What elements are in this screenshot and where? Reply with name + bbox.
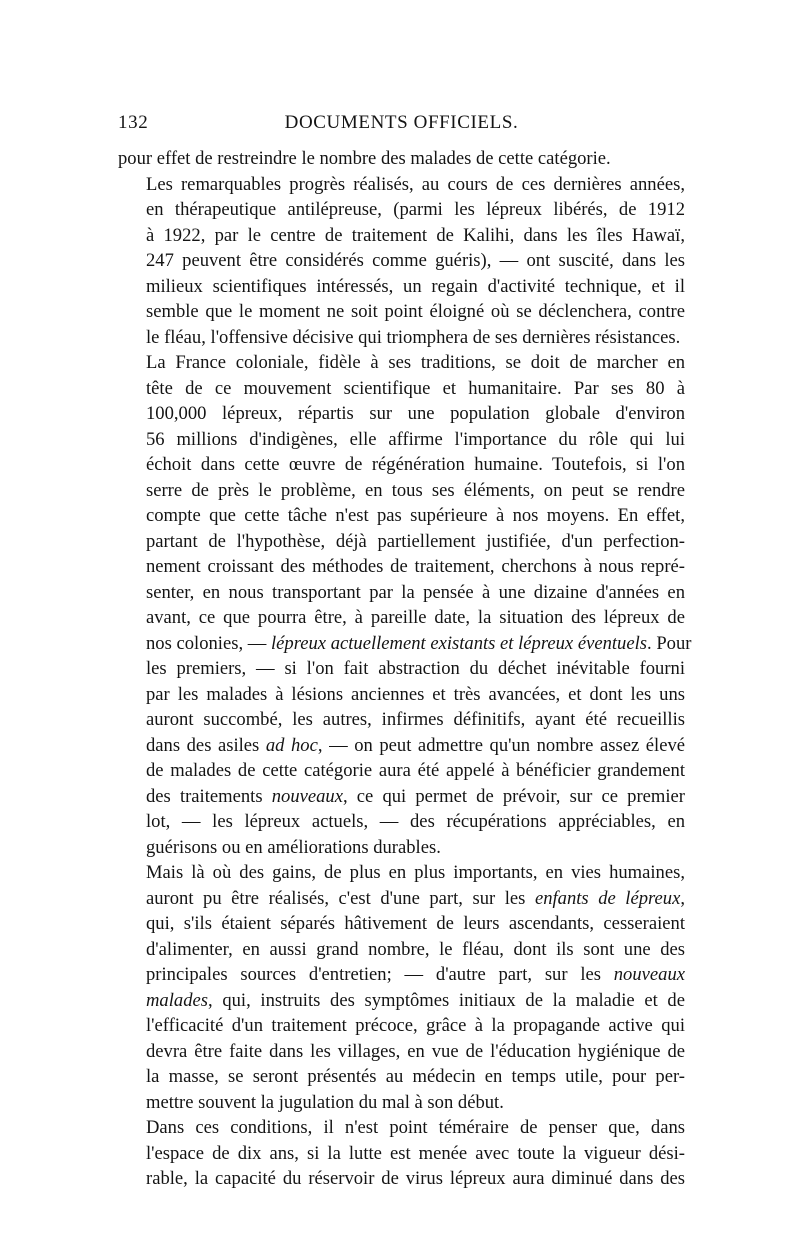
body-text [118,146,692,1192]
text-line: nement croissant des méthodes de traitement, cherchons à nous repré- [146,556,685,577]
text-line: mettre souvent la jugulation du mal à son début. [146,1091,504,1113]
text-line: l'efficacité d'un traitement précoce, grâce à la propagande active qui [146,1015,685,1036]
text-line: l'espace de dix ans, si la lutte est menée avec toute la vigueur dési- [146,1142,685,1164]
text-line: pour effet de restreindre le nombre des malades de cette catégorie. [118,148,611,169]
text-line: 247 peuvent être considérés comme guéris), — ont suscité, dans les [146,250,685,271]
text-line: qui, s'ils étaient séparés hâtivement de leurs ascendants, cesseraient [146,913,685,934]
text-line: guérisons ou en améliorations durables. [146,836,441,858]
text-line: auront pu être réalisés, c'est d'une part, sur les enfants de lépreux, [146,887,686,909]
text-line: 56 millions d'indigènes, elle affirme l'importance du rôle qui lui [146,428,685,450]
text-line: lot, — les lépreux actuels, — des récupérations appréciables, en [146,811,685,832]
text-line: compte que cette tâche n'est pas supérieure à nos moyens. En effet, [146,505,685,526]
text-line: à 1922, par le centre de traitement de Kalihi, dans les îles Hawaï, [146,224,685,246]
running-title: DOCUMENTS OFFICIELS. [284,112,519,133]
running-header [118,112,685,142]
text-line: le fléau, l'offensive décisive qui triomphera de ses dernières résistances. [146,326,681,348]
page-number: 132 [118,112,149,133]
text-line: senter, en nous transportant par la pensée à une dizaine d'années en [146,581,685,603]
text-line: avant, ce que pourra être, à pareille date, la situation des lépreux de [146,607,685,628]
text-line: d'alimenter, en aussi grand nombre, le fléau, dont ils sont une des [146,938,685,960]
text-line: les premiers, — si l'on fait abstraction du déchet inévitable fourni [146,658,685,679]
text-line: malades, qui, instruits des symptômes initiaux de la maladie et de [146,989,685,1011]
paragraph-gains [118,860,685,1115]
text-line: la masse, se seront présentés au médecin en temps utile, pour per- [146,1066,685,1087]
paragraph-therapeutic-progress [118,172,685,351]
text-line: 100,000 lépreux, répartis sur une population globale d'environ [146,403,685,424]
text-line: auront succombé, les autres, infirmes définitifs, ayant été recueillis [146,709,685,730]
text-line: Mais là où des gains, de plus en plus importants, en vies humaines, [146,862,685,883]
text-line: La France coloniale, fidèle à ses traditions, se doit de marcher en [146,352,685,373]
paragraph-colonial-france [118,350,692,860]
text-line: principales sources d'entretien; — d'autre part, sur les nouveaux [146,964,685,985]
text-line: par les malades à lésions anciennes et très avancées, et dont les uns [146,683,685,705]
text-line: partant de l'hypothèse, déjà partiellement justifiée, d'un perfection- [146,530,685,552]
text-line: devra être faite dans les villages, en vue de l'éducation hygiénique de [146,1040,685,1062]
text-line: semble que le moment ne soit point éloigné où se déclenchera, contre [146,301,685,322]
text-line: dans des asiles ad hoc, — on peut admettre qu'un nombre assez élevé [146,734,685,756]
text-line: tête de ce mouvement scientifique et humanitaire. Par ses 80 à [146,377,685,399]
text-line: en thérapeutique antilépreuse, (parmi les lépreux libérés, de 1912 [146,199,685,220]
paragraph-conditions [118,1115,685,1192]
text-line: échoit dans cette œuvre de régénération humaine. Toutefois, si l'on [146,454,685,475]
text-line: rable, la capacité du réservoir de virus lépreux aura diminué dans des [146,1168,685,1189]
text-line: milieux scientifiques intéressés, un regain d'activité technique, et il [146,275,685,297]
text-line: serre de près le problème, en tous ses éléments, on peut se rendre [146,479,685,501]
text-line: Les remarquables progrès réalisés, au cours de ces dernières années, [146,173,685,195]
text-line: nos colonies, — lépreux actuellement existants et lépreux éventuels. Pour [146,632,692,654]
text-line: de malades de cette catégorie aura été appelé à bénéficier grandement [146,760,685,781]
text-line: des traitements nouveaux, ce qui permet de prévoir, sur ce premier [146,785,685,807]
paragraph-continuation [118,146,685,172]
text-line: Dans ces conditions, il n'est point téméraire de penser que, dans [146,1117,685,1138]
